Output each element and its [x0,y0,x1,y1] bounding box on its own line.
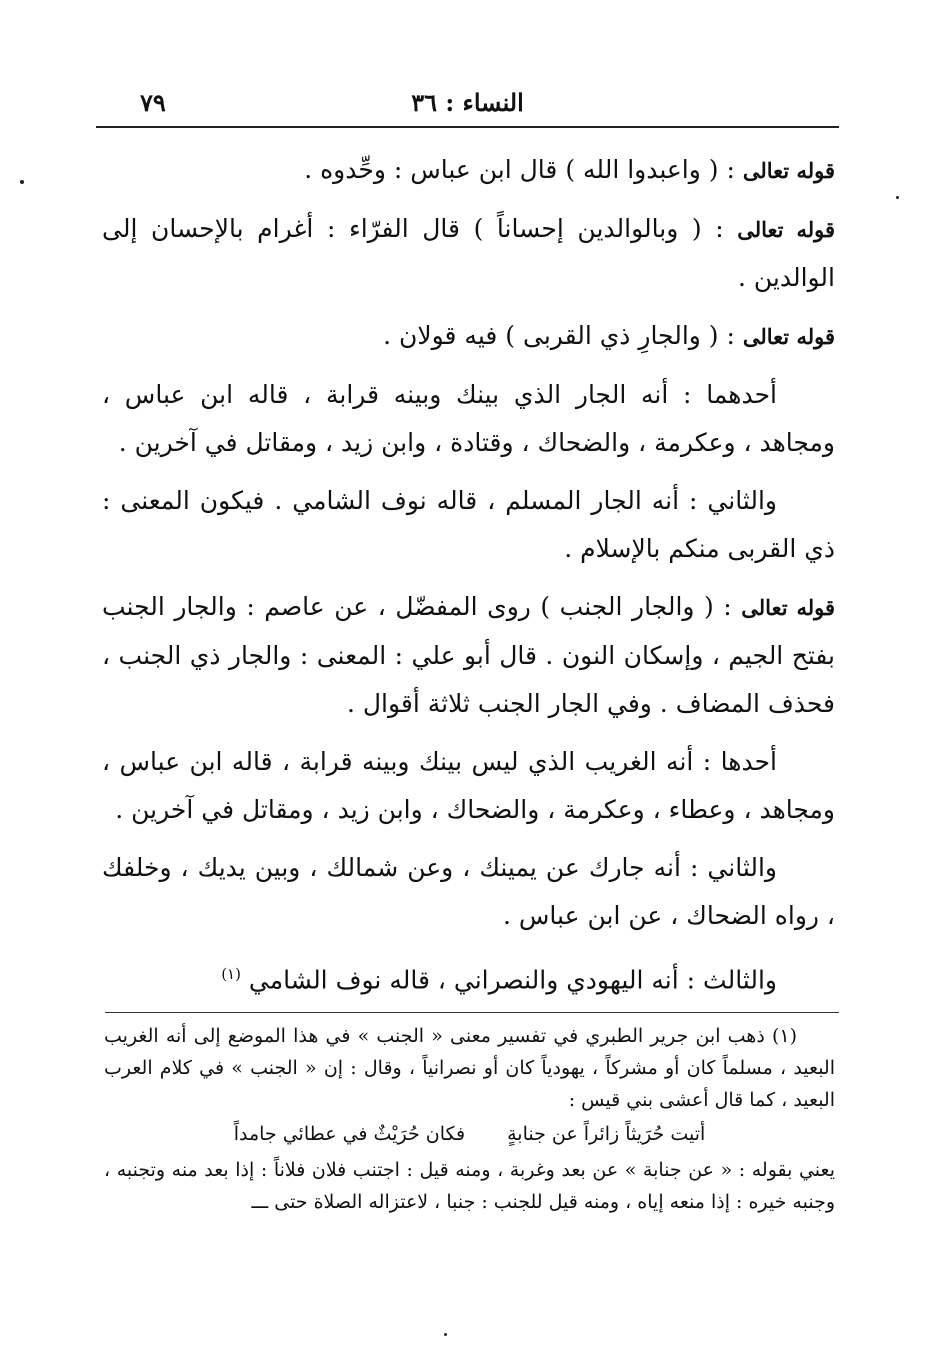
scan-speck [20,180,24,184]
verse-label: قوله تعالى [741,595,835,620]
verse-label: قوله تعالى [737,217,835,242]
paragraph-text: والثالث : أنه اليهودي والنصراني ، قاله نوف الشامي [248,965,777,995]
footnote-text: (١) ذهب ابن جرير الطبري في تفسير معنى « الجنب » في هذا الموضع إلى أنه الغريب البعيد ، مسلماً كان أو مشركاً ، يهودياً كان أو نصرانياً ، وقال : إن « الجنب » في كلام العرب البعيد ، كما قال أعشى بني قيس : [104,1025,835,1111]
paragraph [102,312,835,361]
footnote-divider [105,1012,839,1013]
paragraph-text: : ( والجارِ ذي القربى ) فيه قولان . [383,321,735,350]
scan-speck [896,196,899,199]
verse-hemistich-second: فكان حُرَيْثٌ في عطائي جامداً [233,1123,466,1145]
page-number: ٧٩ [140,88,166,117]
paragraph: أحدهما : أنه الجار الذي بينك وبينه قرابة ، قاله ابن عباس ، ومجاهد ، وعكرمة ، والضحاك ، وقتادة ، وابن زيد ، ومقاتل في آخرين . [102,380,835,457]
verse-hemistich-first: أتيت حُرَيثاً زائراً عن جنابةٍ [507,1123,706,1145]
poetry-verse [104,1118,835,1150]
paragraph-text: : ( وبالوالدين إحساناً ) قال الفرّاء : أغرام بالإحسان إلى الوالدين . [102,214,835,292]
verse-label: قوله تعالى [742,158,835,183]
paragraph [102,950,835,1004]
paragraph-text: : ( واعبدوا الله ) قال ابن عباس : وحِّدوه . [304,155,735,184]
paragraph: والثاني : أنه جارك عن يمينك ، وعن شمالك ، وبين يديك ، وخلفك ، رواه الضحاك ، عن ابن عباس . [102,853,835,930]
paragraph: أحدها : أنه الغريب الذي ليس بينك وبينه قرابة ، قاله ابن عباس ، ومجاهد ، وعطاء ، وعكرمة ، والضحاك ، وابن زيد ، ومقاتل في آخرين . [102,747,835,824]
running-title: النساء : ٣٦ [411,88,524,117]
paragraph [102,205,835,302]
footnotes [104,1020,835,1218]
footnote-text: يعني بقوله : « عن جنابة » عن بعد وغربة ، ومنه قيل : اجتنب فلان فلاناً : إذا بعد منه وتجنبه ، وجنبه خيره : إذا منعه إياه ، ومنه قيل للجنب : جنبا ، لاعتزاله الصلاة حتى ـــ [104,1159,835,1213]
paragraph [102,583,835,728]
verse-label: قوله تعالى [742,324,835,349]
paragraph [102,146,835,195]
scan-speck [444,1333,447,1336]
page-header [96,86,839,128]
main-text [102,146,835,1014]
paragraph-text: : ( والجار الجنب ) روى المفضّل ، عن عاصم : والجار الجنب بفتح الجيم ، وإسكان النون . قال أبو علي : المعنى : والجار ذي الجنب ، فحذف المضاف . وفي الجار الجنب ثلاثة أقوال . [102,592,835,718]
footnote-reference[interactable]: (١) [221,965,241,983]
paragraph: والثاني : أنه الجار المسلم ، قاله نوف الشامي . فيكون المعنى : ذي القربى منكم بالإسلام . [102,486,835,563]
